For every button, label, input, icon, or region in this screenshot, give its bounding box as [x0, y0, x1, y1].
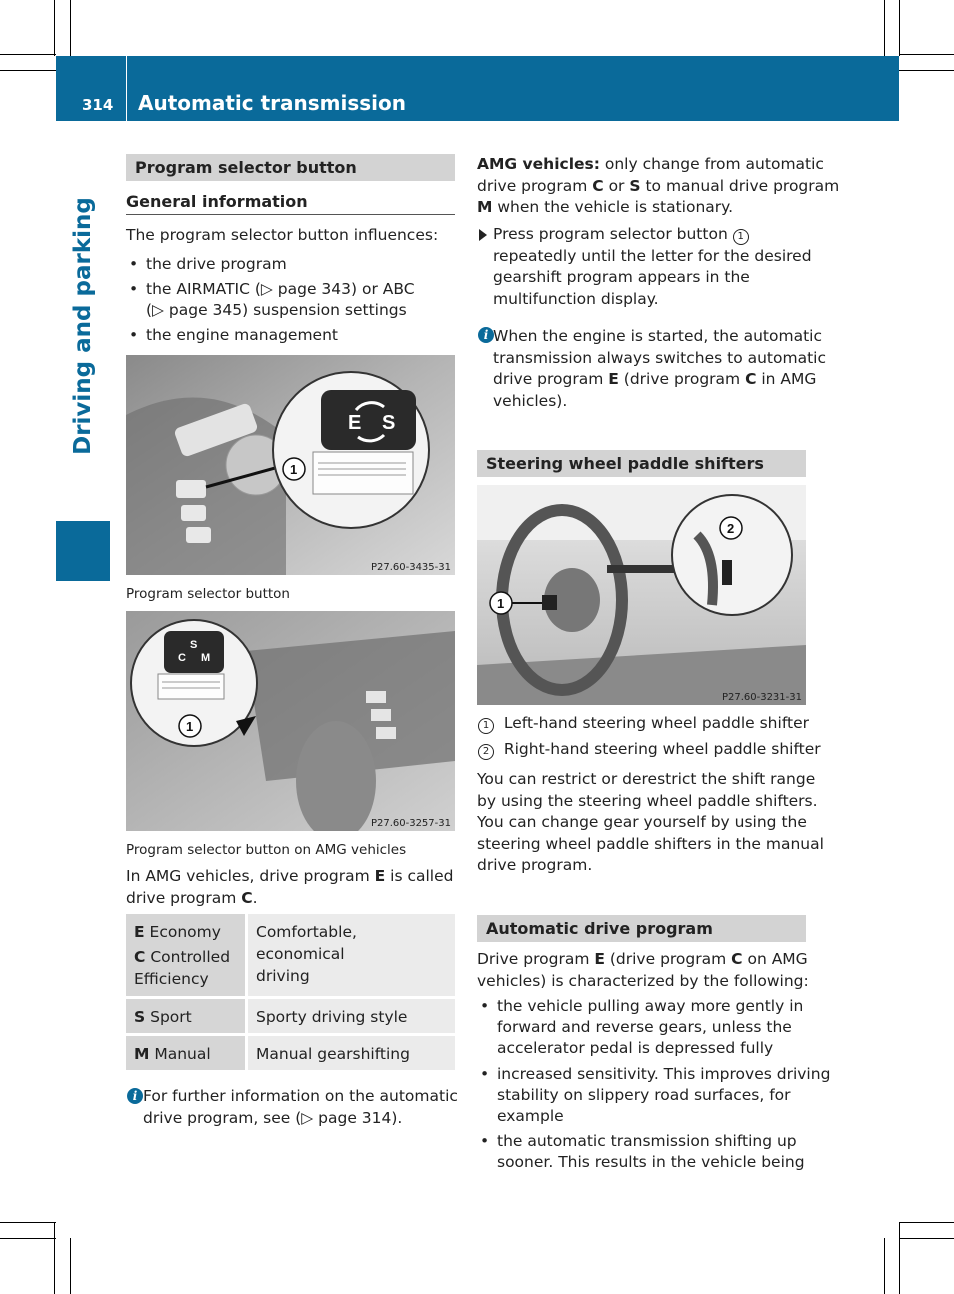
crop-mark [54, 0, 55, 56]
table-row [126, 914, 455, 999]
crop-mark [0, 1222, 56, 1223]
image-code: P27.60-3257-31 [370, 818, 451, 829]
image-caption: Program selector button [126, 586, 290, 602]
table-cell-description: Comfortable, economical driving [248, 914, 455, 996]
callout-number: 2 [478, 744, 494, 760]
legend-item: 2 Right-hand steering wheel paddle shifter [478, 739, 821, 761]
table-row [126, 999, 455, 1036]
image-code: P27.60-3231-31 [721, 692, 802, 703]
crop-mark [899, 1222, 954, 1223]
crop-mark [899, 0, 900, 56]
step-arrow-icon [479, 229, 487, 241]
table-row [126, 1036, 455, 1073]
amg-selector-illustration [126, 611, 455, 831]
section-heading-program-selector: Program selector button [126, 154, 455, 181]
program-selector-photo [126, 355, 455, 575]
crop-mark [884, 1238, 885, 1294]
svg-text:1: 1 [186, 719, 194, 734]
info-icon: i [127, 1088, 143, 1104]
intro-text: The program selector button influences: [126, 226, 439, 244]
paddle-shifters-photo [477, 485, 806, 705]
info-icon: i [478, 327, 494, 343]
amg-selector-photo [126, 611, 455, 831]
drive-program-intro: Drive program E (drive program C on AMG vehicles) is characterized by the following: [477, 950, 809, 990]
chapter-marker [56, 521, 110, 581]
svg-text:1: 1 [290, 462, 298, 477]
image-code: P27.60-3435-31 [370, 562, 451, 573]
drive-program-table [126, 914, 455, 1073]
table-cell-program: E Economy C Controlled Efficiency [126, 914, 245, 996]
table-cell-description: Manual gearshifting [248, 1036, 455, 1070]
crop-mark [70, 0, 71, 56]
svg-text:M: M [201, 652, 211, 664]
page-header [56, 56, 899, 121]
table-cell-program: M Manual [126, 1036, 245, 1070]
amg-drive-program-text: In AMG vehicles, drive program E is called drive program C. [126, 867, 454, 907]
shift-range-paragraph: You can restrict or derestrict the shift range by using the steering wheel paddle shifters. You can change gear yourself by using the steering wheel paddle shifters in the manual drive program. [477, 770, 824, 874]
section-heading-automatic-drive: Automatic drive program [477, 915, 806, 942]
svg-text:1: 1 [497, 596, 505, 611]
table-cell-description: Sporty driving style [248, 999, 455, 1033]
crop-mark [899, 54, 954, 55]
svg-text:C: C [178, 652, 186, 664]
chapter-tab [56, 121, 110, 581]
crop-mark [54, 1222, 55, 1294]
callout-number: 1 [733, 229, 749, 245]
crop-mark [0, 70, 56, 71]
crop-mark [899, 70, 954, 71]
svg-text:2: 2 [727, 521, 735, 536]
subheading-general-information: General information [126, 192, 308, 211]
callout-number: 1 [478, 718, 494, 734]
crop-mark [0, 1238, 56, 1239]
info-note: When the engine is started, the automatic transmission always switches to automatic drive program E (drive program C in AMG vehicles). [493, 327, 826, 410]
crop-mark [0, 54, 56, 55]
instruction-step: Press program selector button 1 repeatedly until the letter for the desired gearshift program appears in the multifunction display. [493, 225, 812, 308]
svg-text:E: E [348, 412, 362, 434]
crop-mark [884, 0, 885, 56]
table-cell-program: S Sport [126, 999, 245, 1033]
crop-mark [70, 1238, 71, 1294]
section-heading-paddle-shifters: Steering wheel paddle shifters [477, 450, 806, 477]
info-note: For further information on the automatic drive program, see (▷ page 314). [143, 1087, 458, 1127]
subheading-rule [126, 214, 455, 215]
page-title: Automatic transmission [138, 91, 406, 115]
crop-mark [899, 1238, 954, 1239]
crop-mark [899, 1222, 900, 1294]
legend-item: 1 Left-hand steering wheel paddle shifter [478, 713, 809, 735]
page-number: 314 [82, 96, 114, 114]
image-caption: Program selector button on AMG vehicles [126, 842, 407, 858]
amg-note: AMG vehicles: only change from automatic drive program C or S to manual drive program M when the vehicle is stationary. [477, 155, 840, 216]
program-selector-illustration [126, 355, 455, 575]
paddle-shifters-illustration [477, 485, 806, 705]
header-divider [126, 56, 127, 121]
svg-text:S: S [190, 639, 198, 651]
chapter-title: Driving and parking [70, 197, 96, 455]
svg-text:S: S [382, 412, 396, 434]
